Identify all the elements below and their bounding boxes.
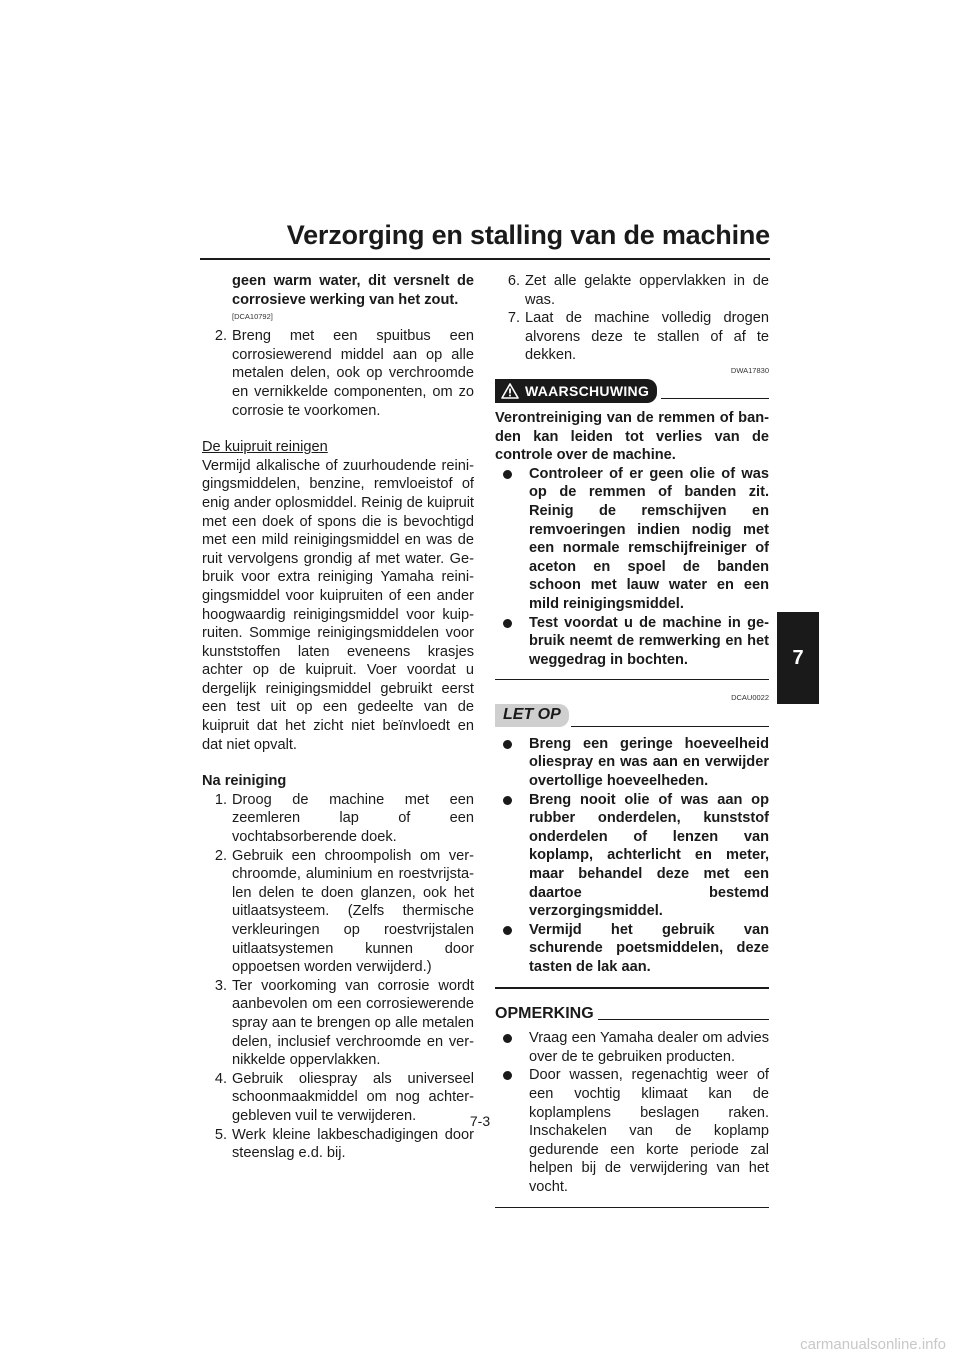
list-item (202, 327, 474, 420)
list-number: 5. (214, 1126, 227, 1143)
list-number: 3. (214, 977, 227, 994)
warning-bullet (495, 614, 769, 670)
letop-bullet (495, 921, 769, 977)
right-column (495, 272, 769, 1208)
list-item (202, 847, 474, 977)
bullet-icon (495, 735, 529, 791)
letop-code: DCAU0022 (731, 693, 769, 703)
list-item (495, 272, 769, 309)
warning-badge (495, 379, 657, 403)
list-number: 2. (214, 328, 227, 345)
bullet-icon (495, 614, 529, 670)
list-text: Gebruik oliespray als universeel schoonmaakmiddel om nog achtergebleven vuil te verwijderen. (232, 1070, 474, 1124)
warning-intro: Verontreiniging van de remmen of banden kan leiden tot verlies van de controle over de machine. (495, 409, 769, 464)
bullet-icon (495, 791, 529, 921)
chapter-tab (777, 612, 819, 704)
list-text: Gebruik een chroompolish om verchroomde, aluminium en roestvrijstalen delen te doen glanzen, ook het uitlaatsysteem. (Zelfs thermische verkleuringen op roestvrijstalen uitlaatsystemen kunnen door oppoetsen worden verwijderd.) (232, 847, 474, 976)
section-heading-na-reiniging: Na reiniging (202, 773, 287, 790)
warning-bullet (495, 465, 769, 614)
list-item (495, 309, 769, 365)
list-item (202, 1126, 474, 1163)
bullet-icon (495, 921, 529, 977)
section-heading-kuipruit: De kuipruit reinigen (202, 439, 328, 456)
list-number: 4. (214, 1070, 227, 1087)
left-column (202, 272, 474, 1163)
opmerking-bullet (495, 1029, 769, 1066)
list-number: 7. (507, 310, 520, 327)
list-item (202, 791, 474, 847)
bullet-text: Test voordat u de machine in gebruik neemt de remwerking en het weggedrag in bochten. (529, 614, 769, 668)
list-text: Droog de machine met een zeemleren lap of een vochtabsorberende doek. (232, 791, 474, 846)
bullet-text: Breng nooit olie of was aan op rubber onderdelen, kunststof onderdelen of lenzen van koplamp, achterlicht en meter, maar behandel deze met een daartoe bestemd verzorgingsmiddel. (529, 791, 769, 920)
list-text: Laat de machine volledig drogen alvorens deze te stallen of af te dekken. (525, 310, 769, 364)
header-rule (200, 258, 770, 260)
bullet-text: Door wassen, regenachtig weer of een vochtig klimaat kan de koplamplens beslagen raken. Inschakelen van de koplamp gedurende een korte periode zal helpen bij de verwijdering van het vocht. (529, 1067, 769, 1195)
bullet-text: Breng een geringe hoeveelheid oliespray en was aan en verwijder overtollige hoeveelheden. (529, 735, 769, 790)
list-text: Zet alle gelakte oppervlakken in de was. (525, 273, 769, 308)
list-item (202, 977, 474, 1070)
bullet-text: Controleer of er geen olie of was op de remmen of banden zit. Reinig de remschijven en remvoeringen indien nodig met een normale remschijfreiniger of aceton en spoel de banden schoon met lauw water en een mild reinigingsmiddel. (529, 465, 769, 612)
bullet-icon (495, 465, 529, 614)
page-title: Verzorging en stalling van de machine (286, 220, 770, 250)
watermark: carmanualsonline.info (800, 1336, 946, 1353)
intro-code: [DCA10792] (232, 312, 273, 322)
letop-header (495, 704, 769, 727)
warning-triangle-icon (501, 383, 519, 399)
kuipruit-paragraph: Vermijd alkalische of zuurhoudende reinigingsmiddelen, benzine, remvloeistof of enig ander oplosmiddel. Reinig de kuipruit met een doek of spons die is bevochtigd met een mild reinigingsmiddel en was de ruit vervolgens grondig af met water. Gebruik voor extra reiniging Yamaha reinigingsmiddel voor kuipruiten of een ander hoogwaardig reinigingsmiddel voor kuipruiten. Sommige reinigingsmiddelen voor kunststoffen laten eveneens krasjes achter op de kuipruit. Voer voordat u dergelijk reinigingsmiddel gebruikt eerst een test uit op een gedeelte van de kuipruit dat het zicht niet beïnvloedt en dat niet opvalt. (202, 457, 474, 753)
bullet-icon (495, 1066, 529, 1196)
list-text: Ter voorkoming van corrosie wordt aanbevolen om een corrosiewerende spray aan te brengen op alle metalen delen, inclusief verchroomde en vernikkelde oppervlakken. (232, 977, 474, 1069)
warning-label: WAARSCHUWING (525, 382, 650, 399)
letop-bullet (495, 791, 769, 921)
letop-bullet (495, 735, 769, 791)
warning-code: DWA17830 (730, 365, 769, 375)
opmerking-bullet (495, 1066, 769, 1196)
bullet-text: Vermijd het gebruik van schurende poetsmiddelen, deze tasten de lak aan. (529, 921, 769, 975)
intro-warning-text: geen warm water, dit versnelt de corrosieve werking van het zout. (232, 273, 474, 308)
opmerking-end-rule (495, 1207, 769, 1208)
bullet-icon (495, 1029, 529, 1066)
opmerking-label: OPMERKING (495, 1004, 594, 1022)
letop-badge: LET OP (495, 704, 569, 727)
bullet-text: Vraag een Yamaha dealer om advies over de te gebruiken producten. (529, 1030, 769, 1065)
list-number: 6. (507, 273, 520, 289)
page-number: 7-3 (469, 1113, 491, 1129)
warning-header (495, 379, 769, 403)
opmerking-header (495, 1005, 769, 1024)
list-text: Werk kleine lakbeschadigingen door steenslag e.d. bij. (232, 1126, 474, 1162)
chapter-tab-label: 7 (792, 646, 804, 669)
list-number: 1. (214, 791, 227, 808)
list-text: Breng met een spuitbus een corrosiewerend middel aan op alle metalen delen, ook op verchroomde en vernikkelde componenten, om zo corrosie te voorkomen. (232, 328, 474, 419)
list-number: 2. (214, 847, 227, 864)
